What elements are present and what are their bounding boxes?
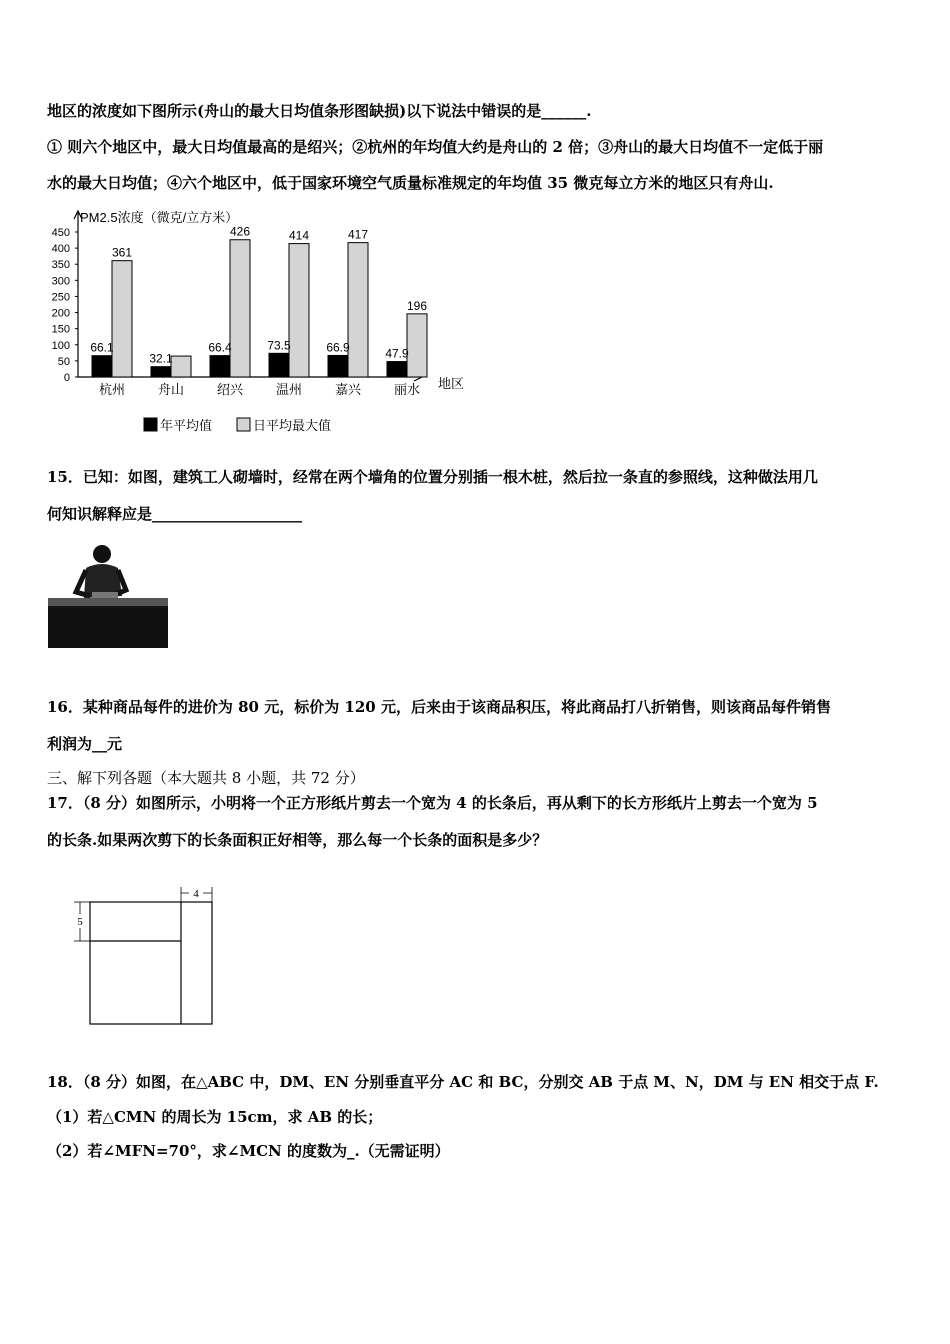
x-tick-label: 绍兴 xyxy=(216,382,244,397)
data-label: 426 xyxy=(229,224,251,239)
y-tick-label: 0 xyxy=(63,372,70,384)
y-tick-label: 300 xyxy=(51,275,70,288)
square-cut-figure xyxy=(70,885,230,1035)
x-tick-label: 温州 xyxy=(275,382,303,397)
y-tick-label: 350 xyxy=(51,259,70,272)
y-tick-label: 150 xyxy=(51,323,70,336)
dim-5-label: 5 xyxy=(77,916,83,928)
q16-line-1: 16．某种商品每件的进价为 80 元，标价为 120 元，后来由于该商品积压，将此商品打八折销售，则该商品每件销售 xyxy=(47,698,831,716)
bar-daily-max xyxy=(348,243,368,377)
y-tick-label: 400 xyxy=(51,243,70,256)
data-label: 417 xyxy=(347,227,369,242)
y-tick-label: 200 xyxy=(51,307,70,320)
q14-line-1: 地区的浓度如下图所示(舟山的最大日均值条形图缺损)以下说法中错误的是______. xyxy=(47,102,592,120)
square-outline xyxy=(90,902,212,1024)
bar-daily-max xyxy=(112,261,132,377)
y-tick-label: 250 xyxy=(51,291,70,304)
data-label: 361 xyxy=(111,245,133,260)
q18-line-2: （1）若△CMN 的周长为 15cm，求 AB 的长； xyxy=(47,1108,383,1126)
q14-line-3: 水的最大日均值；④六个地区中，低于国家环境空气质量标准规定的年均值 35 微克每立方米的地区只有舟山. xyxy=(47,174,774,192)
x-tick-label: 杭州 xyxy=(98,382,126,397)
bar-annual-avg xyxy=(92,356,112,377)
data-label: 32.1 xyxy=(149,351,173,366)
q17-line-2: 的长条.如果两次剪下的长条面积正好相等，那么每一个长条的面积是多少？ xyxy=(47,831,548,849)
pm25-bar-chart xyxy=(40,205,480,440)
data-label: 73.5 xyxy=(267,338,291,353)
y-tick-label: 100 xyxy=(51,339,70,352)
chart-legend xyxy=(144,418,331,433)
chart-bars xyxy=(92,240,427,377)
q17-line-1: 17．（8 分）如图所示，小明将一个正方形纸片剪去一个宽为 4 的长条后，再从剩下的长方形纸片上剪去一个宽为 5 xyxy=(47,794,818,812)
brick xyxy=(92,592,118,598)
legend-label: 日平均最大值 xyxy=(253,418,332,433)
bar-annual-avg xyxy=(210,356,230,377)
bar-annual-avg xyxy=(151,367,171,377)
data-label: 196 xyxy=(406,298,428,313)
bar-daily-max xyxy=(407,314,427,377)
bricklayer-illustration xyxy=(46,540,171,652)
wall-block xyxy=(48,606,168,648)
chart-labels xyxy=(90,225,427,397)
section-3-heading: 三、解下列各题（本大题共 8 小题，共 72 分） xyxy=(47,769,365,787)
legend-swatch xyxy=(237,418,250,431)
x-axis-label: 地区 xyxy=(438,376,465,391)
bar-annual-avg xyxy=(328,355,348,377)
x-tick-label: 丽水 xyxy=(393,382,421,397)
x-tick-label: 舟山 xyxy=(157,382,185,397)
bar-annual-avg xyxy=(269,353,289,377)
bar-daily-max xyxy=(289,244,309,377)
x-tick-label: 嘉兴 xyxy=(334,382,362,397)
data-label: 66.9 xyxy=(326,340,350,355)
q14-line-2: ① 则六个地区中，最大日均值最高的是绍兴；②杭州的年均值大约是舟山的 2 倍；③舟山的最大日均值不一定低于丽 xyxy=(47,138,824,156)
legend-label: 年平均值 xyxy=(160,418,213,433)
data-label: 66.1 xyxy=(90,340,114,355)
y-tick-label: 450 xyxy=(51,227,70,239)
data-label: 47.9 xyxy=(385,346,409,361)
q16-line-2: 利润为__元 xyxy=(47,735,123,753)
data-label: 414 xyxy=(288,228,310,243)
bar-daily-max xyxy=(171,356,191,377)
wall-top xyxy=(48,598,168,606)
dim-4-label: 4 xyxy=(193,888,199,900)
q15-line-2: 何知识解释应是____________________ xyxy=(47,505,303,523)
bar-annual-avg xyxy=(387,362,407,377)
legend-swatch xyxy=(144,418,157,431)
q18-line-1: 18．（8 分）如图，在△ABC 中，DM、EN 分别垂直平分 AC 和 BC，分别交 AB 于点 M、N，DM 与 EN 相交于点 F. xyxy=(47,1073,879,1091)
q18-line-3: （2）若∠MFN=70°，求∠MCN 的度数为_.（无需证明） xyxy=(47,1142,450,1160)
y-tick-label: 50 xyxy=(57,355,70,368)
q15-line-1: 15．已知：如图，建筑工人砌墙时，经常在两个墙角的位置分别插一根木桩，然后拉一条直的参照线，这种做法用几 xyxy=(47,468,818,486)
worker-head xyxy=(93,545,111,563)
y-axis-label: PM2.5浓度（微克/立方米） xyxy=(80,210,239,225)
bar-daily-max xyxy=(230,240,250,377)
data-label: 66.4 xyxy=(208,340,232,355)
